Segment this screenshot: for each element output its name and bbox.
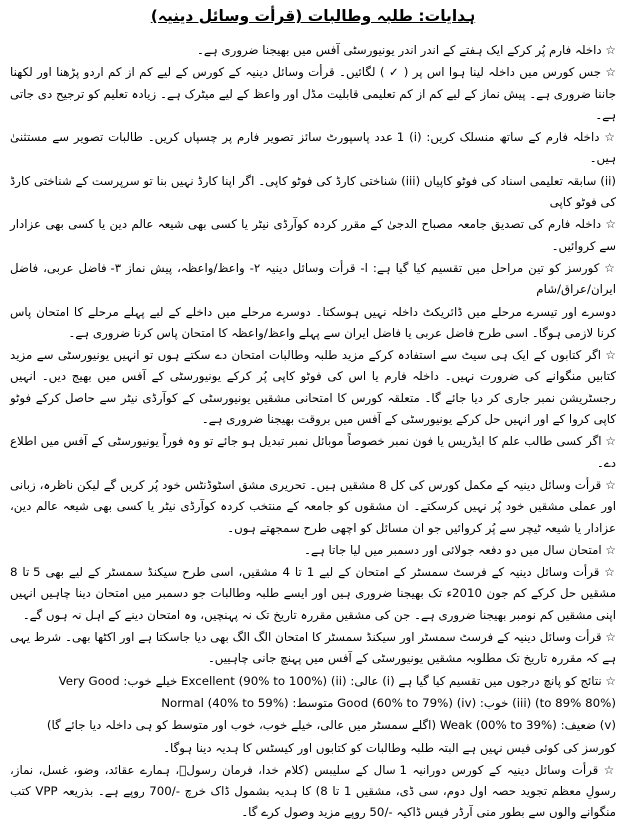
instruction-paragraph: ☆ داخلہ فارم کے ساتھ منسلک کریں: (i) 1 عدد پاسپورٹ سائز تصویر فارم پر چسپاں کریں۔ طالبات تصویر سے مستثنیٰ ہیں۔ [10, 130, 616, 166]
syllabus-fee-paragraph: ☆ قرأت وسائل دینیہ کے کورس دورانیہ 1 سال کے سلیبس (کلام خدا، فرمان رسولؐ، ہمارے عقائد، وضو، غسل، نماز، رسولِ معظم تجوید حصہ اول دوم، سی ڈی، مشقیں 1 تا 8) کا ہدیہ بشمول ڈاک خرچ -/700 روپے ہے۔ بذریعہ VPP کتب منگوانے والوں سے بطور منی آرڈر فیس ڈاکیہ -/50 روپے مزید وصول کرے گا۔ [10, 762, 617, 820]
instruction-paragraph: ☆ جس کورس میں داخلہ لینا ہوا اس پر ( ✓ ) لگائیں۔ قرأت وسائل دینیہ کے کورس کے لیے کم از کم اردو پڑھنا اور لکھنا جاننا ضروری ہے۔ پیش نماز کے لیے کم از کم تعلیمی قابلیت مڈل اور واعظ کے لیے میٹرک ہے۔ زیادہ تعلیم کو ترجیح دی جاتی ہے۔ [10, 65, 616, 122]
instruction-paragraph: ☆ داخلہ فارم کی تصدیق جامعہ مصباح الدجیٰ کے مقرر کردہ کوآرڈی نیٹر یا کسی بھی شیعہ عالم دین یا کسی بھی عزادار سے کروائیں۔ [10, 217, 616, 253]
page-title: ہدایات: طلبہ وطالبات (قرأت وسائل دینیہ) [150, 7, 476, 25]
instruction-paragraph: ☆ کورسز کو تین مراحل میں تقسیم کیا گیا ہے: ا- قرأت وسائل دینیہ ۲- واعظ/واعظہ، پیش نماز ۳- فاضل عربی، فاضل ایران/عراق/شام [10, 260, 616, 297]
instructions-content [10, 40, 616, 825]
instruction-paragraph: ☆ قرأت وسائل دینیہ کے فرسٹ سمسٹر کے امتحان کے لیے 1 تا 4 مشقیں، اسی طرح سیکنڈ سمسٹر کے لیے بھی 5 تا 8 مشقیں حل کرکے کم جون 2010ء تک بھیجنا ضروری ہیں اور ایسے طلبہ وطالبات جو دسمبر میں امتحان دینا چاہیں انہیں اپنی مشقیں کم نومبر بھیجنا ضروری ہے۔ جن کی مشقیں مقررہ تاریخ تک نہ پہنچیں، وہ امتحان دینے کے اہل نہ ہوں گے۔ [10, 565, 617, 622]
instruction-paragraph: دوسرے اور تیسرے مرحلے میں ڈائریکٹ داخلہ نہیں ہوسکتا۔ دوسرے مرحلے میں داخلے کے لیے پہلے مرحلے کا امتحان پاس کرنا لازمی ہوگا۔ اسی طرح فاضل عربی یا فاضل ایران سے پہلے واعظ/واعظہ کا امتحان پاس کرنا ضروری ہے۔ [10, 304, 616, 340]
instruction-paragraph: ☆ اگر کتابوں کے ایک ہی سیٹ سے استفادہ کرکے مزید طلبہ وطالبات امتحان دے سکتے ہوں تو انہیں یونیورسٹی سے مزید کتابیں منگوانے کی ضرورت نہیں۔ داخلہ فارم یا اس کی فوٹو کاپی پُر کرکے یونیورسٹی کے آفس میں بھیج دیں۔ انہیں رجسٹریشن نمبر جاری کر دیا جائے گا۔ متعلقہ کورس کا امتحانی مشقیں یونیورسٹی کے کوآرڈی نیٹر سے حاصل کرکے فوٹو کاپی کروا کے اور انہیں حل کرکے یونیورسٹی کے آفس میں بروقت بھیجنا ضروری ہے۔ [10, 348, 616, 427]
results-grading-intro: ☆ نتائج کو پانچ درجوں میں تقسیم کیا گیا ہے (i) عالی: Excellent (90% to 100%) (ii) خیلے خوب: Very Good [58, 673, 616, 688]
instruction-paragraph: ☆ داخلہ فارم پُر کرکے ایک ہفتے کے اندر اندر یونیورسٹی آفس میں بھیجنا ضروری ہے۔ [196, 43, 616, 57]
results-grading-line: (v) ضعیف: Weak (00% to 39%) (اگلے سمسٹر میں عالی، خیلے خوب، خوب اور متوسط کو ہی داخلہ دیا جائے گا) [46, 718, 616, 733]
instruction-paragraph: ☆ امتحان سال میں دو دفعہ جولائی اور دسمبر میں لیا جاتا ہے۔ [304, 542, 616, 557]
results-grading-line: (80% to 89%) (iii) خوب: Good (60% to 79%) (iv) متوسط: Normal (40% to 59%) [161, 695, 616, 710]
instruction-paragraph: (ii) سابقہ تعلیمی اسناد کی فوٹو کاپیاں (iii) شناختی کارڈ کی فوٹو کاپی۔ اگر اپنا کارڈ نہیں بنا تو سرپرست کے شناختی کارڈ کی فوٹو کاپی [10, 173, 616, 210]
instruction-paragraph: ☆ اگر کسی طالب علم کا ایڈریس یا فون نمبر خصوصاً موبائل نمبر تبدیل ہو جائے تو وہ فوراً یونیورسٹی کے آفس میں اطلاع دے۔ [10, 434, 616, 470]
instruction-paragraph: ☆ قرأت وسائل دینیہ کے مکمل کورس کی کل 8 مشقیں ہیں۔ تحریری مشق اسٹوڈنٹس خود پُر کریں گے لیکن ناظرہ، زبانی اور عملی مشقیں خود پُر نہیں کرسکتے۔ ان مشقوں کو جامعہ کے منتخب کردہ کوآرڈی نیٹر یا کسی بھی شیعہ عالم دین، عزادار یا شیعہ ٹیچر سے پُر کروائیں جو ان مسائل کو اچھی طرح سمجھتے ہوں۔ [10, 477, 616, 535]
fee-note: کورسز کی کوئی فیس نہیں ہے البتہ طلبہ وطالبات کو کتابوں اور کیسٹس کا ہدیہ دینا ہوگا۔ [163, 740, 616, 755]
instruction-paragraph: ☆ قرأت وسائل دینیہ کے فرسٹ سمسٹر اور سیکنڈ سمسٹر کا امتحان الگ الگ بھی دیا جاسکتا ہے اور اکٹھا بھی۔ شرط یہی ہے کہ مقررہ تاریخ تک مطلوبہ مشقیں یونیورسٹی کے آفس میں پہنچ جانی چاہییں۔ [10, 630, 616, 666]
